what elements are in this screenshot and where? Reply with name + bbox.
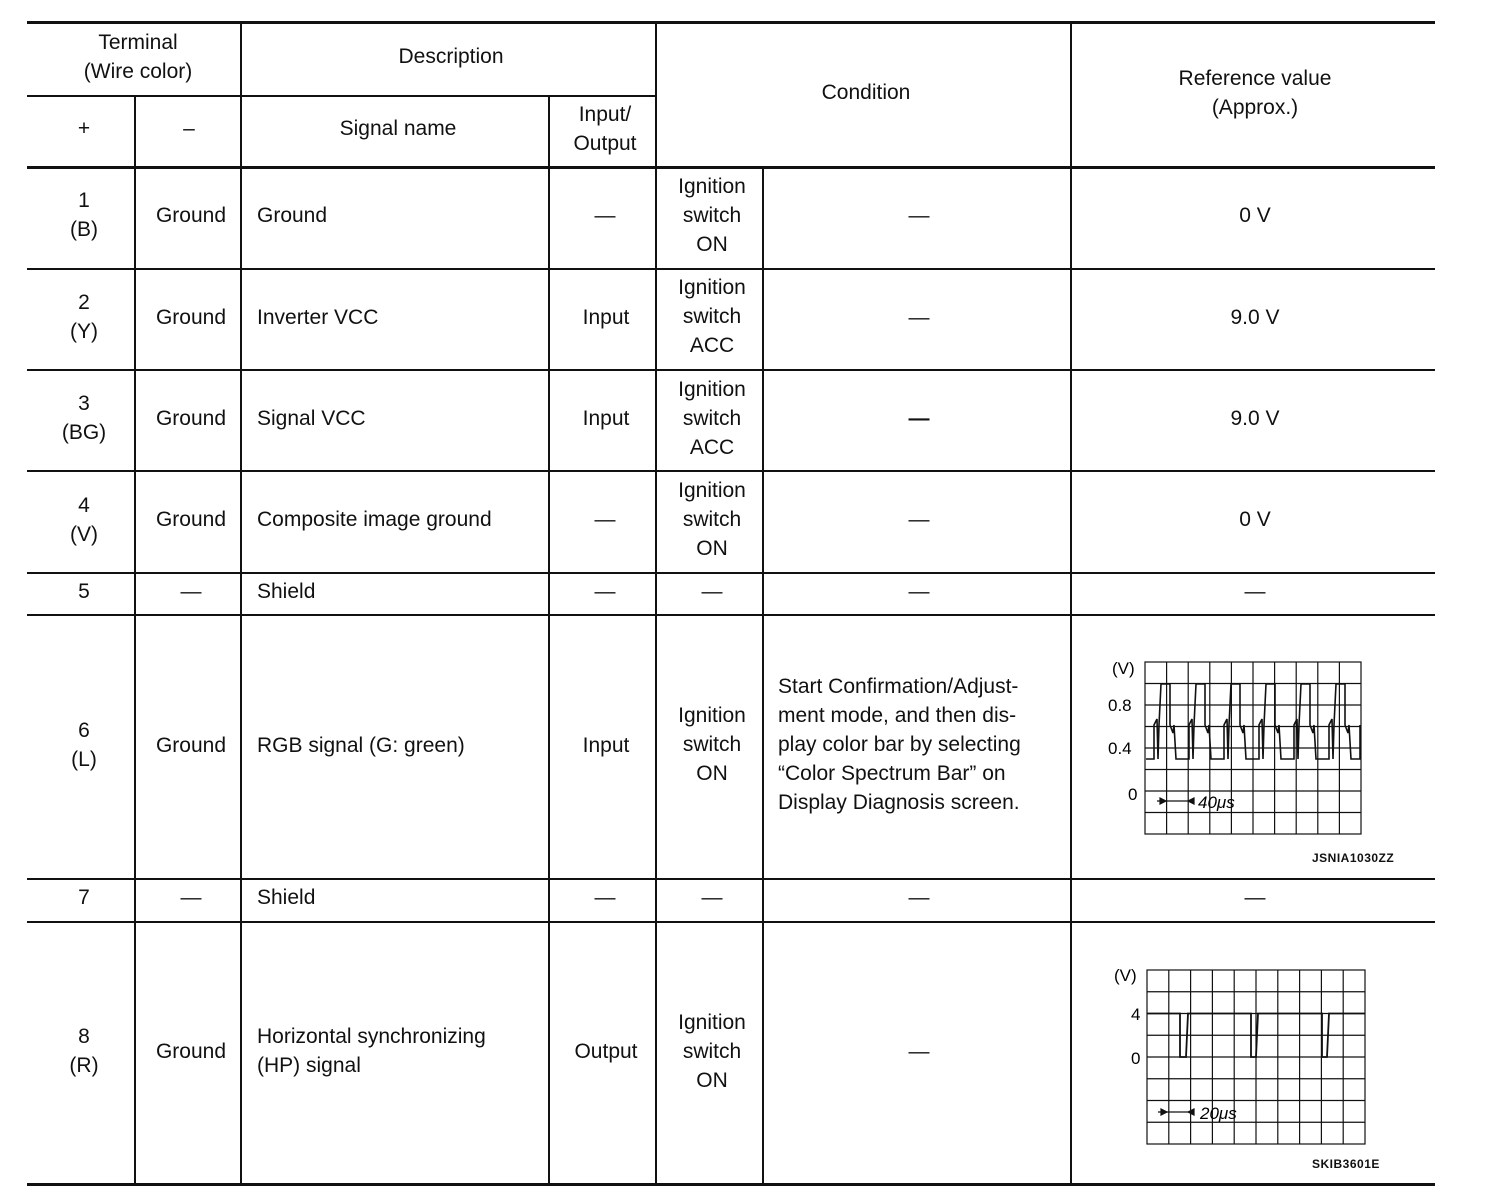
col-rule: [1070, 22, 1072, 1185]
row3-minus: Ground: [155, 407, 227, 430]
waveform-unit: (V): [1114, 966, 1137, 985]
row5-condition-detail: —: [908, 580, 930, 603]
row5-signal: Shield: [257, 580, 316, 603]
time-division-label: 20μs: [1200, 1104, 1237, 1123]
row2-signal: Inverter VCC: [257, 306, 379, 329]
row8-terminal: 8 (R): [69, 1025, 99, 1077]
col-rule: [134, 95, 136, 1185]
header-terminal: Terminal (Wire color): [83, 31, 193, 83]
waveform-unit: (V): [1112, 659, 1135, 678]
header-reference-value: Reference value (Approx.): [1178, 67, 1332, 119]
row7-reference: —: [1244, 886, 1266, 909]
row8-io: Output: [574, 1040, 638, 1063]
row3-signal: Signal VCC: [257, 407, 366, 430]
row7-condition-detail: —: [908, 886, 930, 909]
time-division-arrow: [1158, 1109, 1194, 1115]
row1-terminal: 1 (B): [70, 189, 98, 241]
row3-io: Input: [582, 407, 630, 430]
time-division-label: 40μs: [1198, 793, 1235, 812]
y-tick-label: 0: [1128, 785, 1138, 804]
rule-top: [27, 21, 1435, 24]
rule-row: [27, 921, 1435, 923]
row1-minus: Ground: [155, 204, 227, 227]
hp-signal-waveform: [1100, 962, 1375, 1152]
row6-signal: RGB signal (G: green): [257, 734, 465, 757]
row1-io: —: [594, 204, 616, 227]
rule-header-bottom: [27, 166, 1435, 169]
y-tick-label: 0: [1131, 1049, 1141, 1068]
rule-header-split: [27, 95, 656, 97]
row7-signal: Shield: [257, 886, 316, 909]
row4-condition-detail: —: [908, 508, 930, 531]
row4-signal: Composite image ground: [257, 508, 492, 531]
rule-row: [27, 572, 1435, 574]
row5-condition: —: [701, 580, 723, 603]
row1-condition: Ignition switch ON: [678, 175, 746, 256]
header-condition: Condition: [821, 81, 911, 104]
row8-condition: Ignition switch ON: [678, 1011, 746, 1092]
row7-terminal: 7: [78, 886, 90, 909]
row6-terminal: 6 (L): [71, 719, 97, 771]
row6-minus: Ground: [155, 734, 227, 757]
rule-row: [27, 614, 1435, 616]
row7-minus: —: [180, 886, 202, 909]
row2-condition-detail: —: [908, 306, 930, 329]
row5-reference: —: [1244, 580, 1266, 603]
row3-terminal: 3 (BG): [61, 392, 107, 444]
col-rule: [548, 95, 550, 1185]
row2-reference: 9.0 V: [1230, 306, 1280, 329]
header-description: Description: [398, 45, 504, 68]
row2-minus: Ground: [155, 306, 227, 329]
row8-condition-detail: —: [908, 1040, 930, 1063]
rule-row: [27, 369, 1435, 371]
row7-io: —: [594, 886, 616, 909]
rgb-signal-waveform: [1100, 655, 1370, 840]
row8-minus: Ground: [155, 1040, 227, 1063]
figure-caption-rgb: JSNIA1030ZZ: [1312, 851, 1395, 865]
rule-row: [27, 878, 1435, 880]
figure-caption-hp: SKIB3601E: [1312, 1157, 1380, 1171]
row5-terminal: 5: [78, 580, 90, 603]
col-rule: [240, 22, 242, 1185]
row2-io: Input: [582, 306, 630, 329]
row6-condition-detail: Start Confirmation/Adjust- ment mode, and then dis- play color bar by selecting “Color Spectrum Bar” on Display Diagnosis screen.: [778, 675, 1021, 814]
row8-signal: Horizontal synchronizing (HP) signal: [257, 1025, 486, 1077]
row3-condition-detail: —: [908, 407, 930, 430]
row1-reference: 0 V: [1239, 204, 1271, 227]
col-rule: [655, 22, 657, 1185]
rule-row: [27, 470, 1435, 472]
row7-condition: —: [701, 886, 723, 909]
y-tick-label: 4: [1131, 1005, 1141, 1024]
col-rule: [762, 167, 764, 1185]
header-input-output: Input/ Output: [573, 103, 637, 155]
header-plus: +: [77, 117, 91, 140]
header-minus: –: [183, 117, 195, 140]
header-signal-name: Signal name: [339, 117, 457, 140]
row1-signal: Ground: [257, 204, 328, 227]
row6-condition: Ignition switch ON: [678, 704, 746, 785]
row3-reference: 9.0 V: [1230, 407, 1280, 430]
row4-io: —: [594, 508, 616, 531]
row2-condition: Ignition switch ACC: [678, 276, 746, 357]
row1-condition-detail: —: [908, 204, 930, 227]
y-tick-label: 0.4: [1108, 739, 1132, 758]
row3-condition: Ignition switch ACC: [678, 378, 746, 459]
row5-minus: —: [180, 580, 202, 603]
row4-minus: Ground: [155, 508, 227, 531]
row6-io: Input: [582, 734, 630, 757]
row5-io: —: [594, 580, 616, 603]
rule-row: [27, 268, 1435, 270]
row4-terminal: 4 (V): [70, 494, 98, 546]
row2-terminal: 2 (Y): [70, 291, 98, 343]
rule-bottom: [27, 1183, 1435, 1186]
row4-condition: Ignition switch ON: [678, 479, 746, 560]
row4-reference: 0 V: [1239, 508, 1271, 531]
y-tick-label: 0.8: [1108, 696, 1132, 715]
